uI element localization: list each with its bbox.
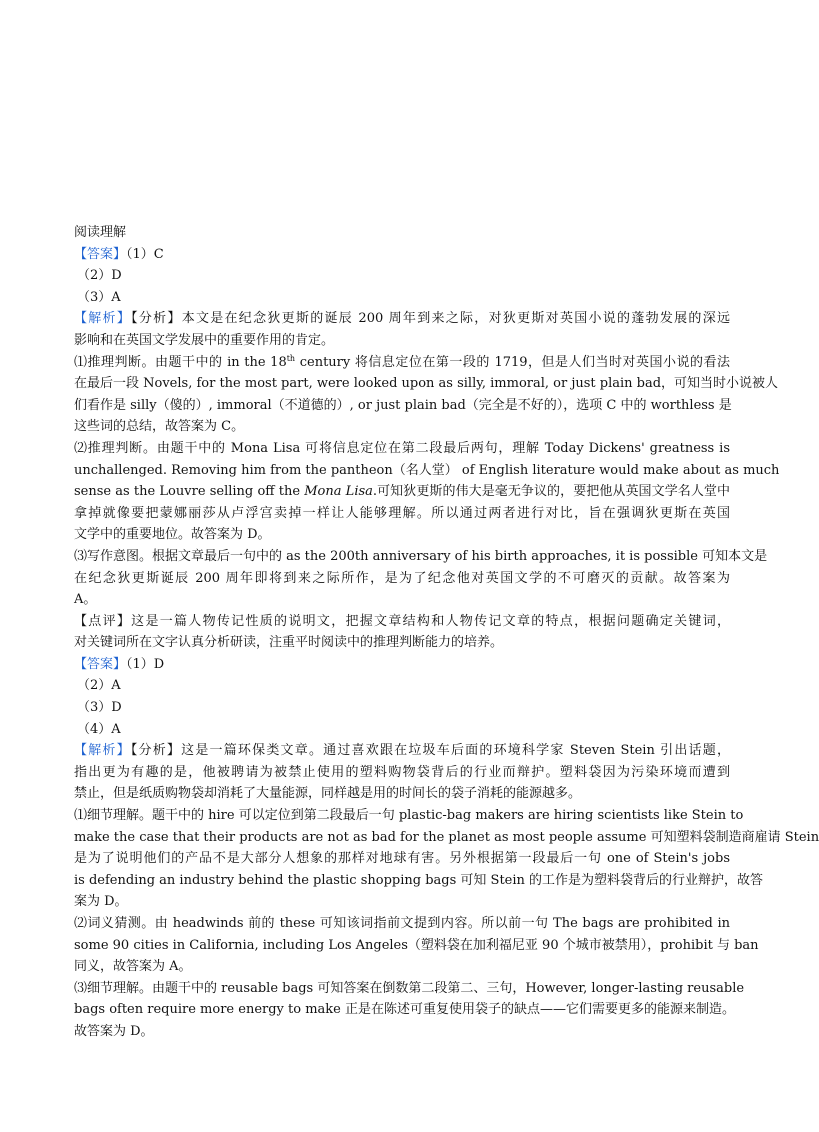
answer-value: （3）D [77,700,122,716]
explanation-line: 在纪念狄更斯诞辰 200 周年即将到来之际所作，是为了纪念他对英国文学的不可磨灭的贡献。故答案为 [74,570,730,586]
explanation-line: ⑶细节理解。由题干中的 reusable bags 可知答案在倒数第二段第二、三句，However, longer-lasting reusable [74,980,745,996]
analysis-text: 【分析】本文是在纪念狄更斯的诞辰 200 周年到来之际，对狄更斯对英国小说的蓬勃发展的深远 [131,311,730,327]
explanation-text: ⑴推理判断。由题干中的 in the 18 [74,354,287,370]
answer-tag: 【答案】 [74,246,127,262]
explanation-line: ⑶写作意图。根据文章最后一句中的 as the 200th anniversary of his birth approaches, it is possible 可知本文是 [74,548,768,564]
answer-value: （3）A [77,289,121,305]
answer-tag: 【答案】 [74,656,127,672]
explanation-line: make the case that their products are not as bad for the planet as most people assume 可知塑料袋制造商雇请 Stein [74,829,819,845]
explanation-line: 在最后一段 Novels, for the most part, were looked upon as silly, immoral, or just plain bad，可知当时小说被人 [74,376,779,392]
explanation-line: A。 [74,592,97,608]
answer-document [74,222,819,1043]
explanation-line: ⑴细节理解。题干中的 hire 可以定位到第二段最后一句 plastic-bag makers are hiring scientists like Stein to [74,808,744,824]
explanation-line: 这些词的总结，故答案为 C。 [74,419,245,435]
answer-value: （2）A [77,678,121,694]
answer-value: （4）A [77,721,121,737]
explanation-text: century 将信息定位在第一段的 1719，但是人们当时对英国小说的看法 [295,354,730,370]
explanation-line: 们看作是 silly（傻的）, immoral（不道德的）, or just plain bad（完全是不好的），选项 C 中的 worthless 是 [74,397,732,413]
explanation-line [74,481,730,503]
explanation-line: some 90 cities in California, including Los Angeles（塑料袋在加利福尼亚 90 个城市被禁用），prohibit 与 ban [74,937,759,953]
explanation-line: is defending an industry behind the plastic shopping bags 可知 Stein 的工作是为塑料袋背后的行业辩护，故答 [74,872,764,888]
explanation-line: 是为了说明他们的产品不是大部分人想象的那样对地球有害。另外根据第一段最后一句 one of Stein's jobs [74,851,730,867]
analysis-line: 指出更为有趣的是，他被聘请为被禁止使用的塑料购物袋背后的行业而辩护。塑料袋因为污染环境而遭到 [74,764,730,780]
q1-answer-line [74,244,730,266]
explanation-line: 同义，故答案为 A。 [74,959,192,975]
analysis-text: 【分析】这是一篇环保类文章。通过喜欢跟在垃圾车后面的环境科学家 Steven Stein 引出话题， [130,743,730,759]
answer-value: （1）C [126,246,164,262]
comment-line: 对关键词所在文字认真分析研读，注重平时阅读中的推理判断能力的培养。 [74,635,504,651]
answer-value: （1）D [126,656,165,672]
explanation-line: bags often require more energy to make 正是在陈述可重复使用袋子的缺点——它们需要更多的能源来制造。 [74,1002,735,1018]
explanation-line: 案为 D。 [74,894,128,910]
explanation-line: 故答案为 D。 [74,1023,154,1039]
explanation-text: sense as the Louvre selling off the [74,484,305,500]
answer-value: （2）D [77,268,122,284]
explanation-line [74,352,730,374]
analysis-line [74,740,730,762]
superscript: th [286,353,296,363]
italic-title: Mona Lisa [304,484,373,500]
analysis-line [74,308,730,330]
explanation-line: ⑵词义猜测。由 headwinds 前的 these 可知该词指前文提到内容。所以前一句 The bags are prohibited in [74,916,730,931]
analysis-line: 影响和在英国文学发展中的重要作用的肯定。 [74,332,335,348]
analysis-tag: 【解析】 [74,311,132,327]
section-title: 阅读理解 [74,225,127,240]
explanation-text: .可知狄更斯的伟大是毫无争议的，要把他从英国文学名人堂中 [372,484,730,500]
explanation-line: ⑵推理判断。由题干中的 Mona Lisa 可将信息定位在第二段最后两句，理解 Today Dickens' greatness is [74,440,730,456]
q2-answer-line [74,654,730,676]
explanation-line: 文学中的重要地位。故答案为 D。 [74,527,271,543]
analysis-tag: 【解析】 [74,743,131,759]
comment-line: 【点评】这是一篇人物传记性质的说明文，把握文章结构和人物传记文章的特点，根据问题确定关键词， [74,613,730,629]
explanation-line: 拿掉就像要把蒙娜丽莎从卢浮宫卖掉一样让人能够理解。所以通过两者进行对比，旨在强调狄更斯在英国 [74,505,730,521]
explanation-line: unchallenged. Removing him from the pantheon（名人堂） of English literature would make about as much [74,462,780,478]
analysis-line: 禁止，但是纸质购物袋却消耗了大量能源，同样越是用的时间长的袋子消耗的能源越多。 [74,786,582,802]
